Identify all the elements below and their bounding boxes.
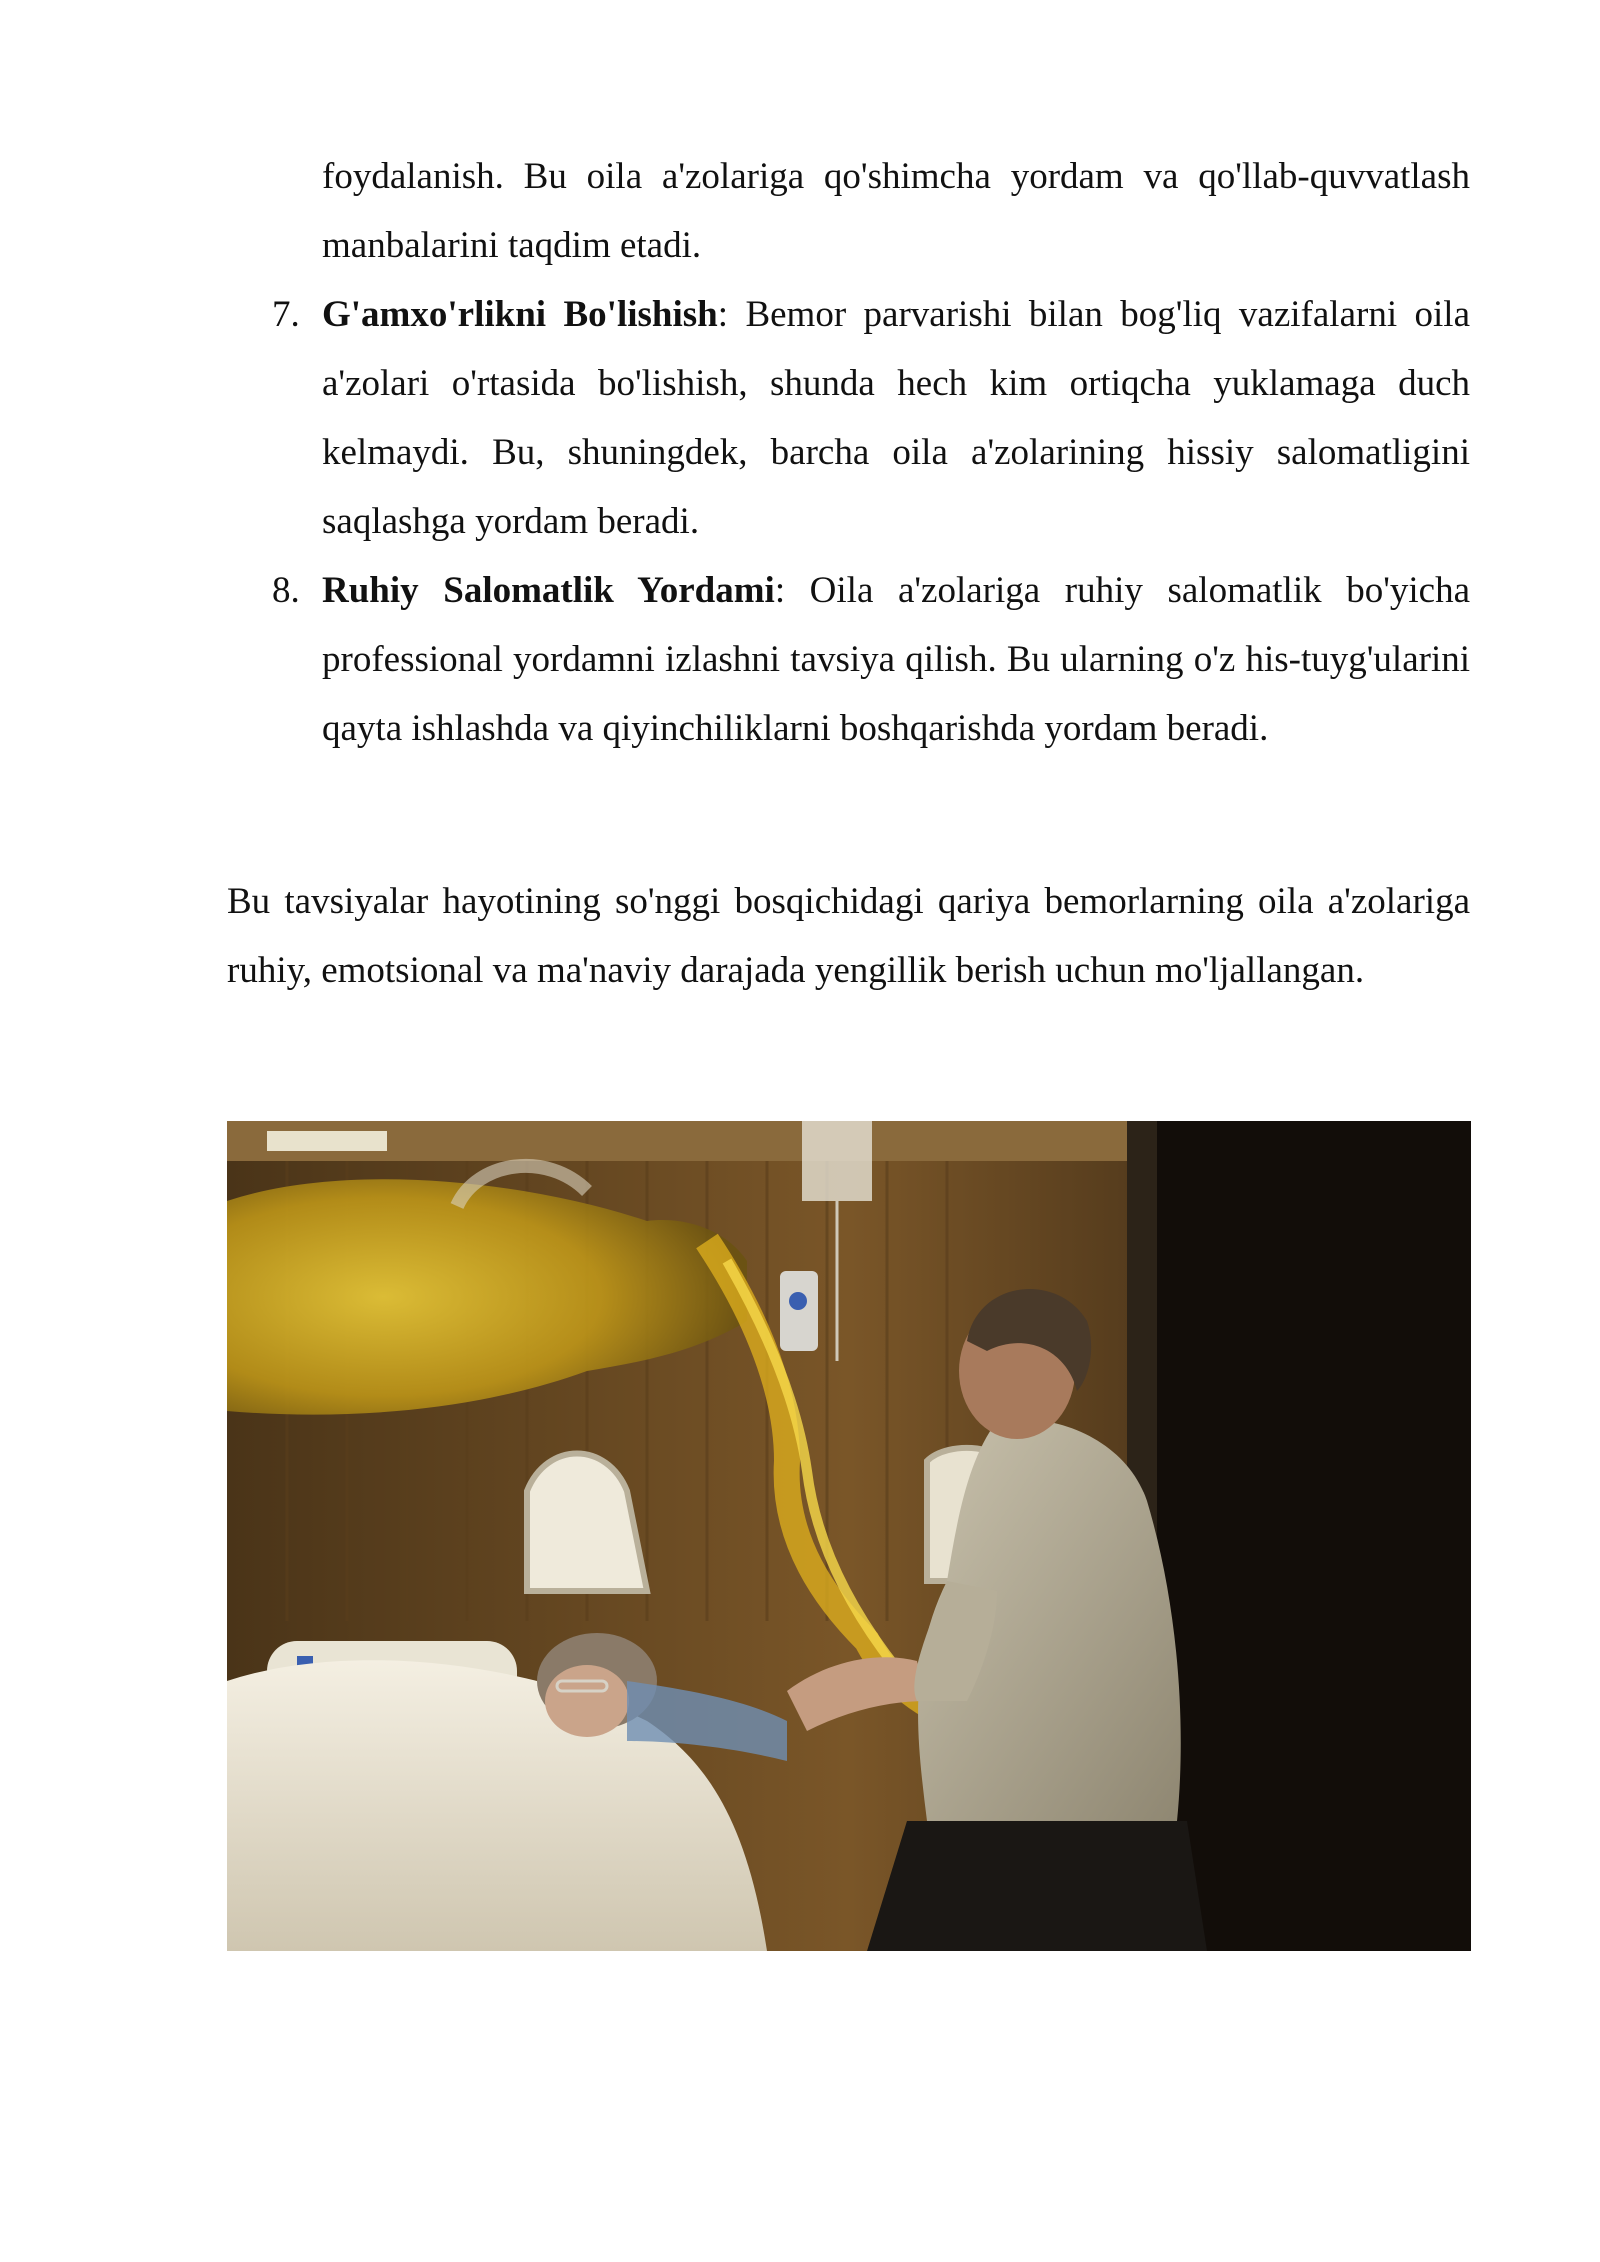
hospital-photo	[227, 1121, 1471, 1951]
hospital-photo-illustration	[227, 1121, 1471, 1951]
list-item-body	[322, 280, 1470, 556]
list-item-text: : Bemor parvarishi bilan bog'liq vazifalarni oila a'zolari o'rtasida bo'lishish, shunda hech kim ortiqcha yuklamaga duch kelmaydi. Bu, shuningdek, barcha oila a'zolarining hissiy salomatligini saqlashga yordam beradi.	[322, 294, 1470, 542]
conclusion-paragraph: Bu tavsiyalar hayotining so'nggi bosqichidagi qariya bemorlarning oila a'zolariga ruhiy, emotsional va ma'naviy darajada yengillik berish uchun mo'ljallangan.	[227, 881, 1470, 991]
list-item-text: : Oila a'zolariga ruhiy salomatlik bo'yicha professional yordamni izlashni tavsiya qilish. Bu ularning o'z his-tuyg'ularini qayta ishlashda va qiyinchiliklarni boshqarishda yordam beradi.	[322, 570, 1470, 749]
list-number: 7.	[272, 294, 300, 335]
list-item-term: G'amxo'rlikni Bo'lishish	[322, 294, 718, 335]
list-item-term: Ruhiy Salomatlik Yordami	[322, 570, 775, 611]
list-number: 8.	[272, 570, 300, 611]
continuation-paragraph: foydalanish. Bu oila a'zolariga qo'shimcha yordam va qo'llab-quvvatlash manbalarini taqdim etadi.	[322, 156, 1470, 266]
list-item-body	[322, 556, 1470, 763]
